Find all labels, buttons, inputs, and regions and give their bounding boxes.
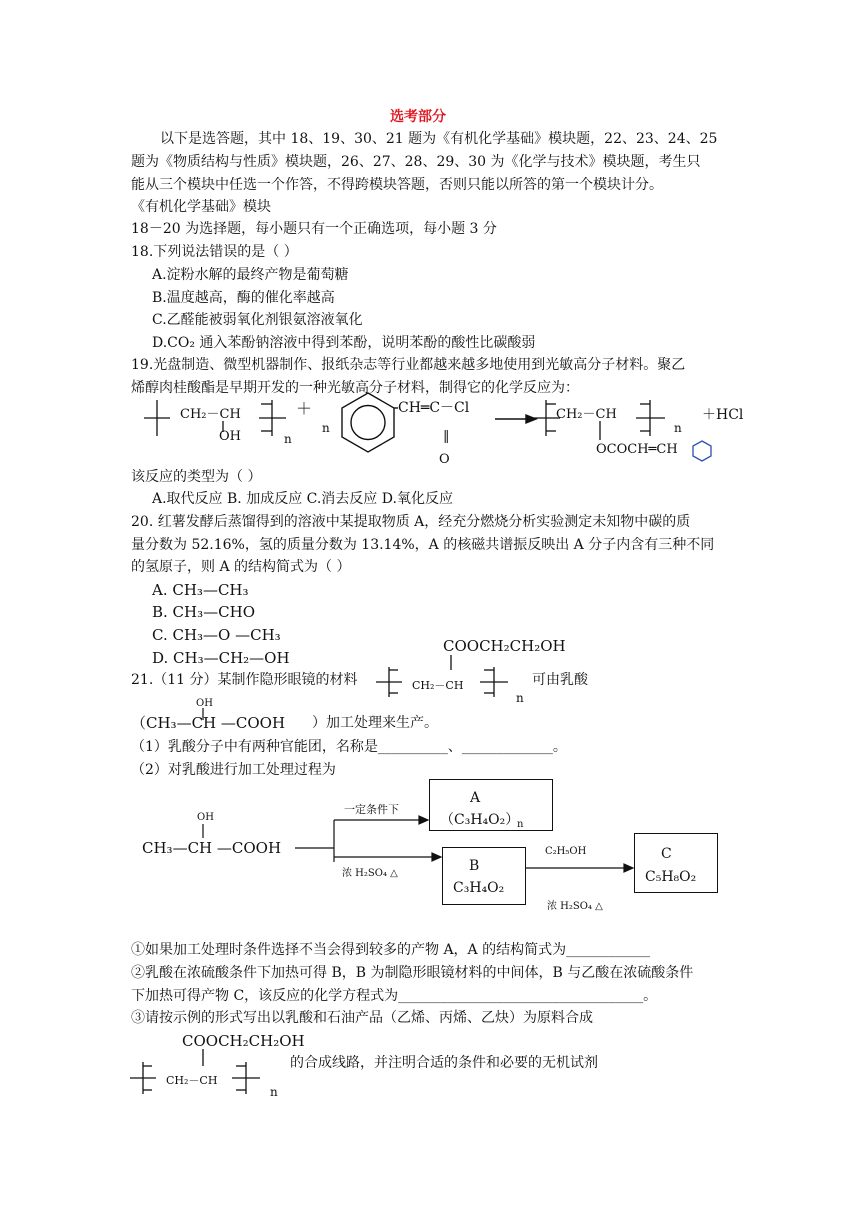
q21-n: n xyxy=(516,691,524,705)
final-text: 的合成线路，并注明合适的条件和必要的无机试剂 xyxy=(290,1055,598,1071)
q21-lactic-formula: （CH₃—CH —COOH xyxy=(131,714,286,732)
q19-reactant1-oh: OH xyxy=(219,429,241,444)
scheme-condition-right: 浓 H₂SO₄ △ xyxy=(547,901,603,912)
scheme-lactic-oh: OH xyxy=(197,812,214,823)
q19-n-coefficient: n xyxy=(322,421,330,435)
intro-line-3: 能从三个模块中任选一个作答，不得跨模块答题，否则只能以所答的第一个模块计分。 xyxy=(131,177,663,193)
final-n: n xyxy=(270,1085,278,1099)
mc-instruction: 18－20 为选择题，每小题只有一个正确选项，每小题 3 分 xyxy=(131,221,497,237)
q20-option-c: C. CH₃—O —CH₃ xyxy=(152,626,281,644)
q21-backbone: CH₂－CH xyxy=(412,679,464,692)
q21-part1: （1）乳酸分子中有两种官能团，名称是__________、_____________。 xyxy=(131,739,567,755)
product-a-formula: （C₃H₄O₂） xyxy=(440,812,520,828)
q20-option-b: B. CH₃—CHO xyxy=(152,603,255,621)
q19-product: CH₂－CH xyxy=(556,407,617,422)
q18-stem: 18.下列说法错误的是（ ） xyxy=(131,244,298,260)
q21-sub3: ③请按示例的形式写出以乳酸和石油产品（乙烯、丙烯、乙炔）为原料合成 xyxy=(131,1010,593,1026)
scheme-condition-top: 一定条件下 xyxy=(344,803,399,816)
q21-side-group: COOCH₂CH₂OH xyxy=(443,637,566,655)
product-b-label: B xyxy=(469,858,480,874)
final-side-group: COOCH₂CH₂OH xyxy=(182,1032,305,1050)
scheme-condition-bottom: 浓 H₂SO₄ △ xyxy=(342,868,398,879)
q19-reactant1: CH₂－CH xyxy=(180,407,241,422)
q19-question: 该反应的类型为（ ） xyxy=(131,469,262,485)
final-backbone: CH₂－CH xyxy=(166,1074,218,1087)
intro-line-2: 题为《物质结构与性质》模块题，26、27、28、29、30 为《化学与技术》模块题，考生只 xyxy=(131,154,701,170)
q18-option-b: B.温度越高，酶的催化率越高 xyxy=(152,290,335,306)
q18-option-a: A.淀粉水解的最终产物是葡萄糖 xyxy=(152,267,349,283)
q20-option-a: A. CH₃—CH₃ xyxy=(152,581,249,599)
q18-option-d: D.CO₂ 通入苯酚钠溶液中得到苯酚，说明苯酚的酸性比碳酸弱 xyxy=(152,335,536,351)
q19-reactant2: CH═C－Cl xyxy=(398,400,470,416)
q21-sub1: ①如果加工处理时条件选择不当会得到较多的产物 A，A 的结构简式为____________ xyxy=(131,942,651,958)
q21-part2: （2）对乳酸进行加工处理过程为 xyxy=(131,762,336,778)
q20-stem-3: 的氢原子，则 A 的结构简式为（ ） xyxy=(131,559,351,575)
q19-oxygen: O xyxy=(439,452,450,467)
scheme-lactic-formula: CH₃—CH —COOH xyxy=(142,839,282,857)
q18-option-c: C.乙醛能被弱氧化剂银氨溶液氧化 xyxy=(152,312,363,328)
q19-options: A.取代反应 B. 加成反应 C.消去反应 D.氧化反应 xyxy=(152,491,453,507)
q21-sub2-line1: ②乳酸在浓硫酸条件下加热可得 B，B 为制隐形眼镜材料的中间体，B 与乙酸在浓硫酸条件 xyxy=(131,965,694,981)
q21-lactic-oh: OH xyxy=(196,698,213,709)
q21-stem: 21.（11 分）某制作隐形眼镜的材料 xyxy=(131,672,358,688)
product-c-label: C xyxy=(661,846,672,862)
scheme-reagent: C₂H₅OH xyxy=(545,846,587,857)
q19-reactant1-n: n xyxy=(284,432,292,446)
q21-lactic-post: ）加工处理来生产。 xyxy=(312,715,438,731)
product-c-formula: C₅H₈O₂ xyxy=(645,869,697,885)
product-b-formula: C₃H₄O₂ xyxy=(453,880,505,896)
q19-hcl: ＋HCl xyxy=(702,407,744,423)
product-a-label: A xyxy=(470,790,481,806)
q19-product-n: n xyxy=(674,421,682,435)
q21-sub2-line2: 下加热可得产物 C，该反应的化学方程式为___________________________________。 xyxy=(131,988,658,1004)
q19-stem-1: 19.光盘制造、微型机器制作、报纸杂志等行业都越来越多地使用到光敏高分子材料。聚乙 xyxy=(131,357,686,373)
q20-stem-1: 20. 红薯发酵后蒸馏得到的溶液中某提取物质 A，经充分燃烧分析实验测定未知物中碳的质 xyxy=(131,514,691,530)
product-a-n: n xyxy=(517,819,524,830)
intro-line-1: 以下是选答题，其中 18、19、30、21 题为《有机化学基础》模块题，22、23、24、25 xyxy=(160,131,718,147)
q19-double-bond: ‖ xyxy=(443,429,450,444)
q19-plus: ＋ xyxy=(296,399,313,418)
q20-option-d: D. CH₃—CH₂—OH xyxy=(152,649,290,667)
section-title: 选考部分 xyxy=(390,109,446,125)
q19-product-sidechain: OCOCH═CH xyxy=(596,442,678,457)
q20-stem-2: 量分数为 52.16%，氢的质量分数为 13.14%，A 的核磁共谱振反映出 A 分子内含有三种不同 xyxy=(131,537,715,553)
q19-stem-2: 烯醇肉桂酸酯是早期开发的一种光敏高分子材料，制得它的化学反应为： xyxy=(131,380,579,396)
q21-stem-post: 可由乳酸 xyxy=(532,672,588,688)
module-title: 《有机化学基础》模块 xyxy=(131,199,271,215)
